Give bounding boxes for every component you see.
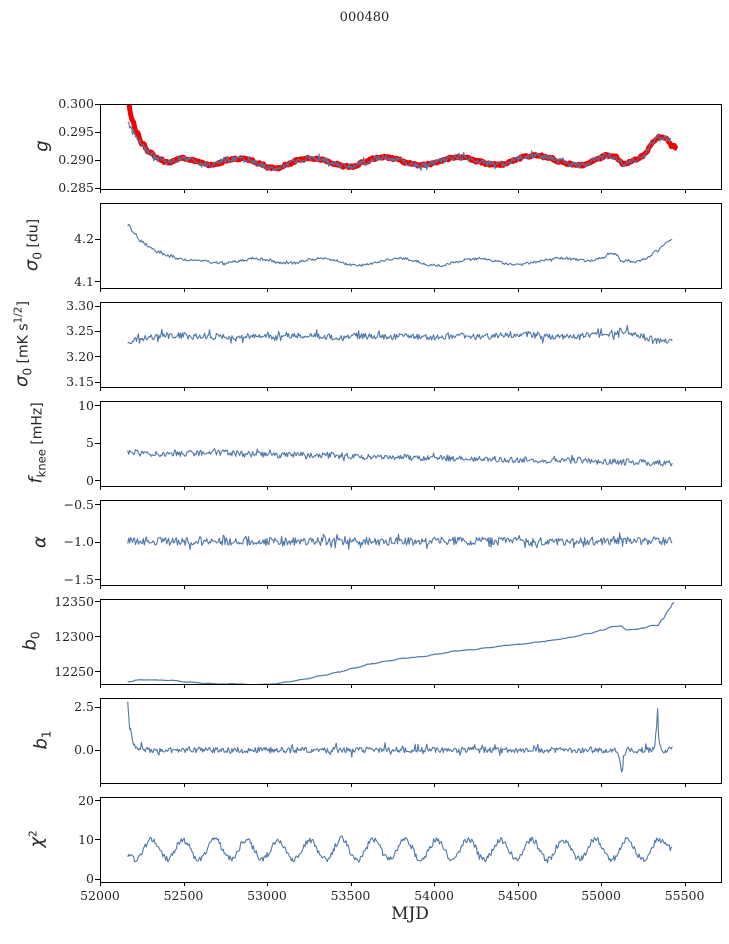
y-axis-label-part: ]: [15, 301, 32, 307]
panel-sigma0-du: [100, 203, 722, 289]
y-axis-label-part: 1: [39, 730, 54, 739]
x-tick-mark: [351, 684, 352, 688]
x-tick-mark: [685, 882, 686, 886]
x-tick-mark: [100, 486, 101, 490]
y-tick-label: 0: [86, 871, 94, 887]
y-tick-label: 3.30: [66, 298, 94, 314]
x-tick-label: 52500: [163, 888, 204, 903]
x-tick-mark: [184, 684, 185, 688]
y-axis-label-part: [mK s: [15, 323, 32, 368]
series-sigma0-mks: [128, 326, 673, 344]
x-tick-mark: [434, 684, 435, 688]
y-tick-label: 12250: [54, 663, 94, 679]
x-tick-mark: [351, 585, 352, 589]
y-axis-label-part: 0: [28, 631, 43, 640]
panel-g: [100, 104, 722, 190]
y-tick-label: 0.295: [58, 124, 94, 139]
x-tick-mark: [434, 189, 435, 193]
y-tick-label: 12300: [54, 628, 94, 644]
x-tick-mark: [351, 387, 352, 391]
x-tick-mark: [601, 585, 602, 589]
x-tick-mark: [184, 189, 185, 193]
y-axis-label-part: knee: [34, 449, 49, 478]
x-tick-mark: [601, 288, 602, 292]
x-tick-mark: [184, 387, 185, 391]
x-tick-mark: [100, 189, 101, 193]
series-b1: [128, 702, 673, 772]
y-tick-label: 4.2: [74, 231, 94, 247]
x-tick-mark: [434, 387, 435, 391]
x-tick-label: 53000: [247, 888, 287, 903]
y-tick-label: −1.5: [63, 571, 94, 587]
x-tick-mark: [434, 486, 435, 490]
y-tick-mark: [95, 281, 100, 282]
y-tick-label: 0: [86, 472, 94, 488]
y-tick-label: 3.15: [66, 373, 94, 389]
x-tick-mark: [685, 387, 686, 391]
y-axis-label-part: χ: [26, 837, 48, 848]
y-tick-mark: [95, 671, 100, 672]
y-tick-mark: [95, 601, 100, 602]
y-axis-label-part: 2: [27, 830, 40, 838]
y-tick-label: −0.5: [63, 496, 94, 512]
panel-fknee: [100, 401, 722, 487]
y-tick-label: 12350: [54, 593, 94, 609]
y-tick-mark: [95, 579, 100, 580]
x-tick-mark: [601, 882, 602, 886]
x-axis-label: MJD: [391, 904, 429, 924]
x-tick-mark: [601, 684, 602, 688]
x-tick-mark: [184, 486, 185, 490]
plot-area-sigma0-mk: [101, 303, 721, 387]
y-tick-mark: [95, 636, 100, 637]
x-tick-mark: [685, 288, 686, 292]
x-tick-mark: [267, 585, 268, 589]
y-tick-label: 3.20: [66, 348, 94, 364]
x-tick-mark: [518, 783, 519, 787]
x-tick-mark: [518, 684, 519, 688]
x-tick-mark: [601, 387, 602, 391]
x-tick-mark: [100, 585, 101, 589]
x-tick-mark: [184, 783, 185, 787]
y-tick-label: 20: [78, 792, 94, 808]
x-tick-mark: [685, 189, 686, 193]
y-tick-mark: [95, 160, 100, 161]
x-tick-mark: [518, 585, 519, 589]
y-tick-mark: [95, 839, 100, 840]
y-tick-label: 0.285: [58, 180, 94, 195]
y-tick-label: 2.5: [74, 698, 94, 714]
y-tick-mark: [95, 879, 100, 880]
y-axis-label-part: b: [19, 639, 41, 651]
x-tick-mark: [434, 288, 435, 292]
panel-b0: [100, 599, 722, 685]
y-tick-mark: [95, 542, 100, 543]
y-tick-label: 5: [86, 435, 94, 451]
x-tick-mark: [267, 387, 268, 391]
x-tick-label: 54500: [497, 888, 538, 903]
x-tick-mark: [267, 288, 268, 292]
y-tick-mark: [95, 504, 100, 505]
x-tick-mark: [518, 486, 519, 490]
y-tick-mark: [95, 480, 100, 481]
x-tick-mark: [434, 585, 435, 589]
series-chi2: [128, 836, 673, 863]
panel-alpha: [100, 500, 722, 586]
x-tick-mark: [518, 882, 519, 886]
x-tick-label: 52000: [80, 888, 120, 903]
y-tick-label: 0.0: [74, 741, 94, 757]
x-tick-mark: [351, 288, 352, 292]
y-axis-label-part: σ: [21, 259, 43, 272]
x-tick-label: 53500: [330, 888, 371, 903]
y-tick-mark: [95, 405, 100, 406]
y-tick-label: 10: [78, 397, 94, 413]
y-axis-label-part: 0: [30, 252, 45, 260]
y-tick-mark: [95, 104, 100, 105]
y-axis-label-part: α: [29, 536, 51, 548]
y-axis-label-alpha: [30, 536, 51, 548]
series-b0: [128, 602, 674, 684]
x-tick-mark: [601, 486, 602, 490]
y-tick-mark: [95, 382, 100, 383]
y-axis-label-part: σ: [11, 375, 33, 387]
plot-area-alpha: [101, 501, 721, 585]
x-tick-mark: [267, 486, 268, 490]
series-sigma0-du: [128, 224, 673, 266]
x-tick-mark: [518, 387, 519, 391]
x-tick-mark: [267, 882, 268, 886]
plot-area-fknee: [101, 402, 721, 486]
y-axis-label-fknee: [26, 402, 49, 483]
x-tick-mark: [184, 288, 185, 292]
plot-area-b0: [101, 600, 721, 684]
y-axis-label-chi2: [27, 830, 48, 847]
y-axis-label-g: [32, 140, 53, 151]
x-tick-mark: [100, 684, 101, 688]
x-tick-label: 55000: [581, 888, 621, 903]
x-tick-mark: [351, 783, 352, 787]
y-axis-label-sigma0-du: [22, 219, 45, 271]
x-tick-label: 54000: [414, 888, 454, 903]
x-tick-mark: [685, 684, 686, 688]
x-tick-mark: [601, 783, 602, 787]
y-tick-mark: [95, 331, 100, 332]
y-tick-mark: [95, 443, 100, 444]
y-tick-label: 0.300: [58, 96, 94, 111]
y-axis-label-part: [du]: [25, 218, 42, 253]
x-tick-mark: [601, 189, 602, 193]
x-tick-mark: [351, 486, 352, 490]
y-tick-label: 0.290: [58, 152, 94, 167]
x-tick-mark: [184, 585, 185, 589]
x-tick-mark: [267, 783, 268, 787]
x-tick-mark: [518, 288, 519, 292]
y-tick-mark: [95, 750, 100, 751]
y-tick-label: 3.25: [66, 323, 94, 339]
plot-area-chi2: [101, 798, 721, 882]
y-axis-label-part: 0: [20, 367, 35, 376]
x-tick-mark: [100, 387, 101, 391]
x-tick-mark: [100, 783, 101, 787]
y-tick-label: 4.1: [74, 273, 94, 289]
x-tick-mark: [685, 486, 686, 490]
y-axis-label-part: g: [31, 140, 53, 152]
panel-chi2: [100, 797, 722, 883]
y-tick-mark: [95, 306, 100, 307]
y-axis-label-part: b: [30, 738, 52, 750]
x-tick-mark: [351, 189, 352, 193]
series-fknee: [128, 449, 673, 466]
x-tick-mark: [518, 189, 519, 193]
y-axis-label-b0: [20, 631, 43, 650]
y-axis-label-b1: [31, 730, 54, 749]
x-tick-mark: [685, 783, 686, 787]
x-tick-mark: [434, 882, 435, 886]
x-tick-mark: [100, 882, 101, 886]
y-axis-label-part: f: [25, 477, 47, 484]
plot-area-b1: [101, 699, 721, 783]
y-tick-mark: [95, 132, 100, 133]
y-axis-label-sigma0-mk: [12, 301, 35, 387]
x-tick-mark: [100, 288, 101, 292]
panel-b1: [100, 698, 722, 784]
y-axis-label-part: 1/2: [12, 306, 25, 324]
y-tick-label: 10: [78, 831, 94, 847]
series-alpha: [128, 533, 673, 550]
y-tick-mark: [95, 356, 100, 357]
y-axis-label-part: [mHz]: [29, 402, 46, 450]
x-tick-mark: [184, 882, 185, 886]
plot-area-g: [101, 105, 721, 189]
x-tick-mark: [351, 882, 352, 886]
x-tick-mark: [434, 783, 435, 787]
y-tick-label: −1.0: [63, 534, 94, 549]
x-tick-label: 55500: [664, 888, 705, 903]
y-tick-mark: [95, 707, 100, 708]
x-tick-mark: [267, 684, 268, 688]
y-tick-mark: [95, 800, 100, 801]
x-tick-mark: [685, 585, 686, 589]
x-tick-mark: [267, 189, 268, 193]
panel-sigma0-mk: [100, 302, 722, 388]
y-tick-mark: [95, 239, 100, 240]
plot-area-sigma0-du: [101, 204, 721, 288]
figure-title: 000480: [339, 10, 390, 25]
